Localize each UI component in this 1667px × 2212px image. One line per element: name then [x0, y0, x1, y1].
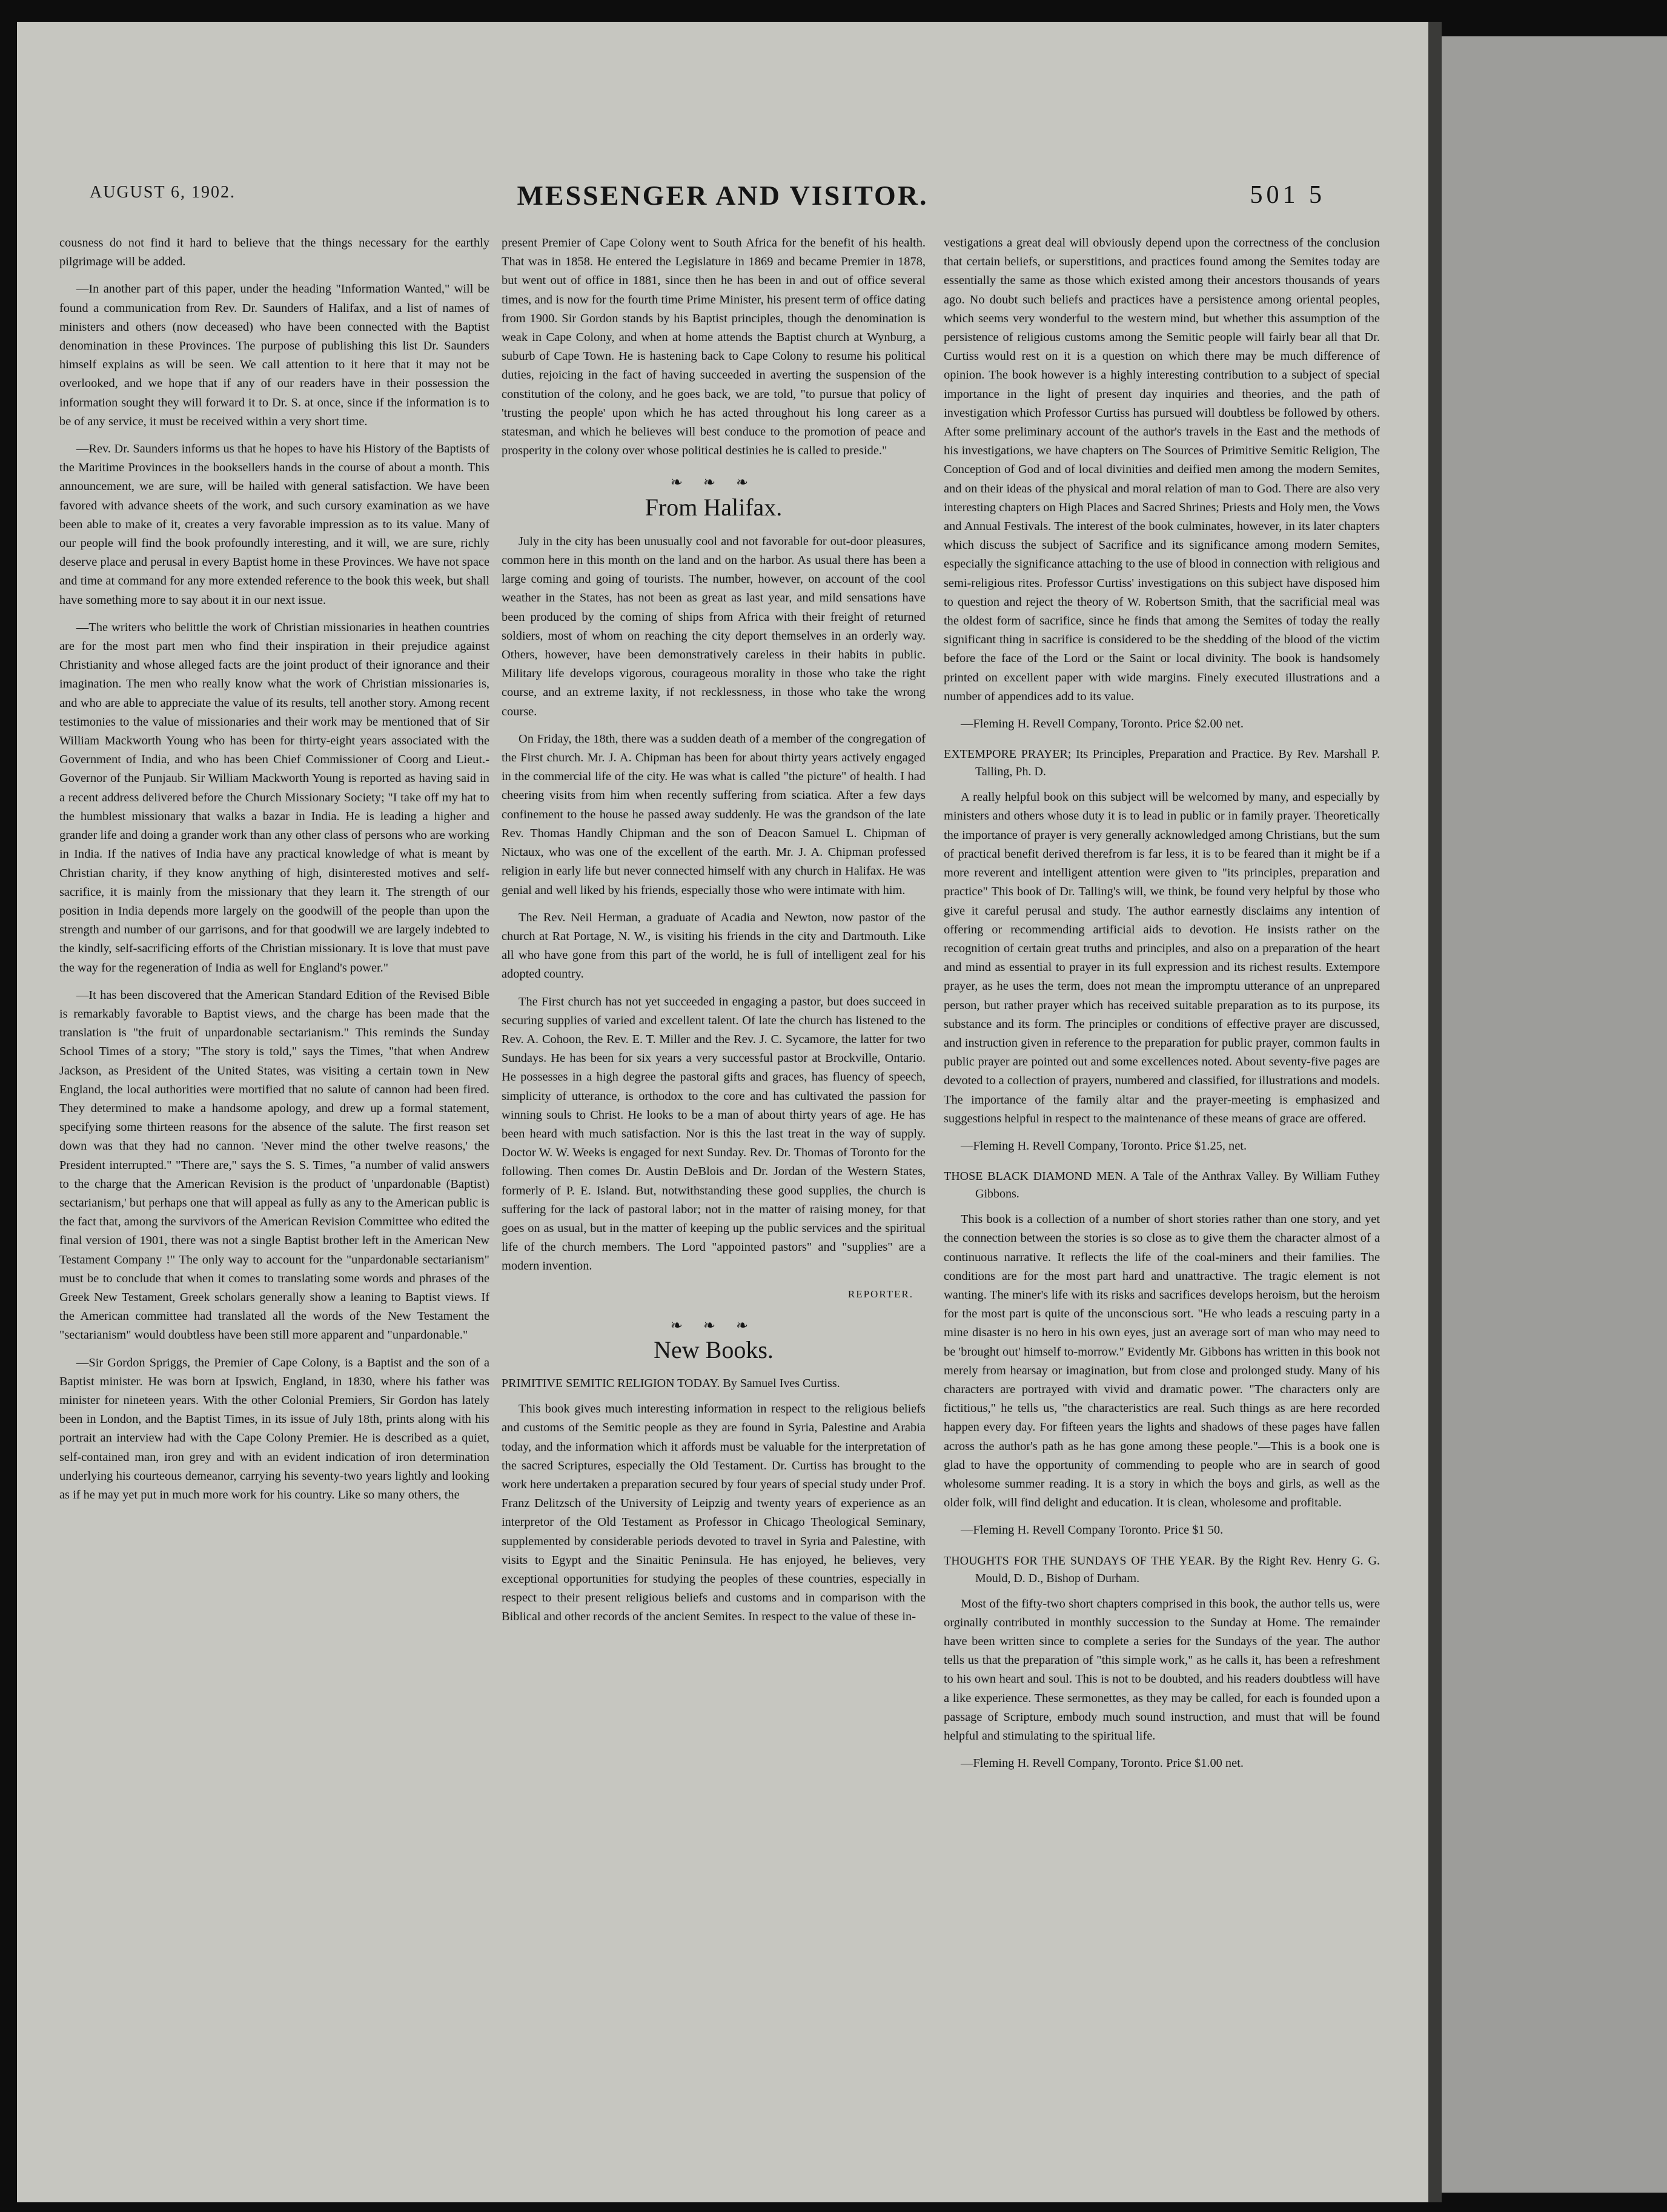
paragraph: cousness do not find it hard to believe that the things necessary for the earthly pilgrimage will be added. — [59, 236, 489, 269]
byline-reporter: REPORTER. — [847, 1288, 913, 1300]
page-gutter — [1428, 22, 1442, 2202]
paragraph: The Rev. Neil Herman, a graduate of Acadia and Newton, now pastor of the church at Rat Portage, N. W., is visiting his friends in the city and Dartmouth. Like all who have gone from this part of the world, he is full of intelligent zeal for his adopted country. — [502, 910, 926, 981]
book-review-title: THOUGHTS FOR THE SUNDAYS OF THE YEAR. By the Right Rev. Henry G. G. Mould, D. D., Bishop of Durham. — [944, 1554, 1380, 1585]
publisher-credit: —Fleming H. Revell Company Toronto. Price $1 50. — [961, 1523, 1224, 1537]
newspaper-page — [17, 22, 1428, 2202]
adjacent-page-edge — [1442, 36, 1667, 2193]
paragraph: This book is a collection of a number of short stories rather than one story, and yet the connection between the stories is so close as to give them the character almost of a continuous narrative. It reflects the life of the coal-miners and their families. The conditions are for the most part hard and unattractive. The tragic element is not wanting. The miner's life with its risks and sacrifices develops heroism, but the heroism for the most part is quite of the unconscious sort. "He who leads a rescuing party in a mine disaster is no hero in his own eyes, just an average sort of man who may need to be 'brought out' himself to-morrow." Evidently Mr. Gibbons has written in this book not merely from hearsay or imagination, but from close and prolonged study. Many of his characters are portrayed with vivid and dramatic power. "The characters only are fictitious," he tells us, "the characteristics are real. Such things as are here recorded happen every day. For fifteen years the lights and shadows of these pages have fallen across the author's path as he has gone among these people."—This is a book one is glad to have the opportunity of commending to people who are in search of good wholesome summer reading. It is a story in which the boys and girls, as well as the older folk, will find delight and education. It is clean, wholesome and profitable. — [944, 1213, 1380, 1510]
paragraph: Most of the fifty-two short chapters comprised in this book, the author tells us, were orginally contributed in monthly succession to the Sunday at Home. The remainder have been written since to complete a series for the Sundays of the year. The author tells us that the preparation of "this simple work," as he calls it, has been a refreshment to his own heart and soul. This is not to be doubted, and his readers doubtless will have a like experience. These sermonettes, as they may be called, for each is founded upon a passage of Scripture, embody much sound instruction, and must that will be found helpful and stimulating to the spiritual life. — [944, 1597, 1380, 1743]
publisher-credit: —Fleming H. Revell Company, Toronto. Price $2.00 net. — [961, 717, 1244, 731]
paragraph: The First church has not yet succeeded in engaging a pastor, but does succeed in securing supplies of varied and excellent talent. Of late the church has listened to the Rev. A. Cohoon, the Rev. E. T. Miller and the Rev. J. C. Sycamore, the latter for two Sundays. He has been for six years a very successful pastor at Brockville, Ontario. He possesses in a high degree the pastoral gifts and graces, has fluency of speech, simplicity of utterance, is orthodox to the core and has cultivated the passion for winning souls to Christ. He looks to be a man of about thirty years of age. He has been heard with much satisfaction. Nor is this the last treat in the way of supply. Doctor W. W. Weeks is engaged for next Sunday. Rev. Dr. Thomas of Toronto for the following. Then comes Dr. Austin DeBlois and Dr. Jordan of the Western States, formerly of P. E. Island. But, notwithstanding these good supplies, the church is suffering for the lack of pastoral labor; not in the matter of raising money, for that goes on as usual, but in the matter of keeping up the public services and the spiritual life of the church members. The Lord "appointed pastors" and "supplies" are a modern invention. — [502, 995, 926, 1273]
paragraph: On Friday, the 18th, there was a sudden death of a member of the congregation of the First church. Mr. J. A. Chipman has been for about thirty years actively engaged in the commercial life of the city. He was what is called "the picture" of health. I had cheering visits from him when recently suffering from sciatica. After a few days confinement to the house he passed away suddenly. He was the grandson of the late Rev. Thomas Handly Chipman and the son of Deacon Samuel L. Chipman of Nictaux, who was one of the excellent of the earth. Mr. J. A. Chipman professed religion in early life but never connected himself with any church in Halifax. He was genial and well liked by his friends, especially those who were intimate with him. — [502, 732, 926, 897]
paragraph: —It has been discovered that the American Standard Edition of the Revised Bible is remarkably favorable to Baptist views, and the charge has been made that the translation is "the fruit of unpardonable sectarianism." This reminds the Sunday School Times of a story; "The story is told," says the Times, "that when Andrew Jackson, as President of the United States, was visiting a certain town in New England, the local authorities were mortified that no salute of cannon had been fired. They determined to make a handsome apology, and drew up a formal statement, specifying some thirteen reasons for the absence of the salute. The first reason set down was that they had no cannon. 'Never mind the other twelve reasons,' the President interrupted." "There are," says the S. S. Times, "a number of valid answers to the charge that the American Revision is the product of 'unpardonable (Baptist) sectarianism,' but perhaps one that will appeal as fully as any to the American public is the fact that, among the survivors of the American Revision Committee who edited the final version of 1901, there was not a single Baptist brother left in the American New Testament Company !" The only way to account for the "unpardonable sectarianism" must be to conclude that when it comes to translating some words and phrases of the Greek New Testament, Greek scholars generally show a leaning to Baptist views. If the American committee had translated all the words of the New Testament the "sectarianism" would doubtless have been still more apparent and "unpardonable." — [59, 988, 489, 1342]
paragraph: —In another part of this paper, under the heading "Information Wanted," will be found a communication from Rev. Dr. Saunders of Halifax, and a list of names of ministers and others (now deceased) who have been connected with the Baptist denomination in these Provinces. The purpose of publishing this list Dr. Saunders himself explains as will be seen. We call attention to it here that it may not be overlooked, and we hope that if any of our readers have in their possession the information sought they will forward it to Dr. S. at once, since if the information is to be of any service, it must be received within a very short time. — [59, 282, 489, 428]
page-header — [17, 179, 1428, 228]
publisher-credit: —Fleming H. Revell Company, Toronto. Price $1.00 net. — [961, 1757, 1244, 1770]
paragraph: A really helpful book on this subject will be welcomed by many, and especially by ministers and others whose duty it is to lead in public or in family prayer. Theoretically the importance of prayer is very generally acknowledged among Christians, but the sum of practical benefit derived therefrom is far less, it is to be feared than it might be if a more reverent and intelligent attention were given to "its principles, preparation and practice" This book of Dr. Talling's will, we think, be found very helpful by those who give it careful perusal and study. The author earnestly disclaims any intention of offering or recommending artificial aids to devotion. He insists rather on the recognition of certain great truths and principles, and also on a preparation of the heart and mind as essential to prayer in its full expression and its richest results. Extempore prayer, as he uses the term, does not mean the impromptu utterance of an unprepared person, but rather prayer which has received suitable preparation as to its purpose, its substance and its form. The principles or conditions of effective prayer are discussed, and instruction given in reference to the preparation for public prayer, common faults in public prayer are pointed out and some excellences noted. About seventy-five pages are devoted to a collection of prayers, numbered and classified, for illustrations and models. The importance of the family altar and the prayer-meeting is emphasized and suggestions helpful in respect to the maintenance of these means of grace are offered. — [944, 790, 1380, 1125]
column-middle — [502, 234, 926, 2190]
paragraph: vestigations a great deal will obviously depend upon the correctness of the conclusion that certain beliefs, or superstitions, and practices found among the Semites today are essentially the same as those which existed among their ancestors thousands of years ago. No doubt such beliefs and practices have a persistence among oriental peoples, which seems very wonderful to the western mind, but whether this assumption of the persistence of religious customs among the Semitic people will fairly bear all that Dr. Curtiss would rest on it is a question on which there may be much difference of opinion. The book however is a highly interesting contribution to a subject of special importance in the light of present day inquiries and theories, and the path of investigation which Professor Curtiss has pursued will doubtless be followed by others. After some preliminary account of the author's travels in the East and the methods of his investigations, we have chapters on The Sources of Primitive Semitic Religion, The Conception of God and of local divinities and deified men among the modern Semites, and on their ideas of the physical and moral relation of man to God. There are also very interesting chapters on High Places and Sacred Shrines; Priests and Holy men, the Vows and Annual Festivals. The interest of the book culminates, however, in its later chapters which discuss the subject of Sacrifice and its significance among modern Semites, especially the significance attaching to the use of blood in connection with religious and semi-religious rites. Professor Curtiss' investigations on this subject have disposed him to question and reject the theory of W. Robertson Smith, that the sacrificial meal was the oldest form of sacrifice, since he finds that among the Semites of today the really significant thing in sacrifice is considered to be the shedding of the blood of the victim before the face of the Lord or the Saint or local divinity. The book is handsomely printed on excellent paper with wide margins. Finely executed illustrations and a number of appendices add to its value. — [944, 236, 1380, 703]
section-dingbat: ❧ ❧ ❧ — [670, 475, 757, 491]
book-review-title: THOSE BLACK DIAMOND MEN. A Tale of the Anthrax Valley. By William Futhey Gibbons. — [944, 1170, 1380, 1201]
paragraph: July in the city has been unusually cool and not favorable for out-door pleasures, common here in this month on the land and on the harbor. As usual there has been a large coming and going of tourists. The number, however, on account of the cool weather in the States, has not been as great as last year, and mild sensations have been produced by the coming of ships from Africa with their freight of returned soldiers, most of whom on reaching the city deport themselves in an orderly way. Others, however, have been demonstratively careless in their habits in public. Military life develops vigorous, courageous morality in those who take the right course, and an extreme laxity, if not recklessness, in those who take the wrong course. — [502, 534, 926, 718]
publisher-credit: —Fleming H. Revell Company, Toronto. Price $1.25, net. — [961, 1139, 1247, 1153]
paragraph: —Rev. Dr. Saunders informs us that he hopes to have his History of the Baptists of the Maritime Provinces in the booksellers hands in the course of about a month. This announcement, we are sure, will be hailed with general satisfaction. We have been favored with advance sheets of the work, and such cursory examination as we have been able to make of it, creates a very favorable impression as to its value. Many of our people will find the book profoundly interesting, and it will, we are sure, richly deserve place and perusal in every Baptist home in these Provinces. We have not space and time at command for any more extended reference to the book this week, but shall have something more to say about it in our next issue. — [59, 442, 489, 607]
column-left — [59, 234, 489, 2190]
masthead-title: MESSENGER AND VISITOR. — [517, 180, 929, 211]
issue-date: AUGUST 6, 1902. — [90, 183, 236, 202]
paragraph: This book gives much interesting information in respect to the religious beliefs and customs of the Semitic people as they are found in Syria, Palestine and Arabia today, and the information which it affords must be valuable for the interpretation of the sacred Scriptures, especially the Old Testament. Dr. Curtiss has brought to the work here undertaken a preparation secured by four years of special study under Prof. Franz Delitzsch of the University of Leipzig and twenty years of experience as an interpretor of the Old Testament as Professor in Chicago Theological Seminary, supplemented by considerable periods devoted to travel in Syria and Palestine, with visits to Egypt and the Sinaitic Peninsula. He has enjoyed, he believes, very exceptional opportunities for studying the peoples of these countries, especially in respect to their present religious beliefs and customs and in comparison with the Biblical and other records of the ancient Semites. In respect to the value of these in- — [502, 1402, 926, 1624]
section-heading-halifax: From Halifax. — [645, 493, 783, 521]
book-review-title: PRIMITIVE SEMITIC RELIGION TODAY. By Samuel Ives Curtiss. — [502, 1377, 840, 1391]
paragraph: present Premier of Cape Colony went to South Africa for the benefit of his health. That was in 1858. He entered the Legislature in 1869 and became Premier in 1878, but went out of office in 1881, since then he has been in and out of office several times, and is now for the fourth time Prime Minister, his present term of office dating from 1900. Sir Gordon stands by his Baptist principles, though the denomination is weak in Cape Colony, and when at home attends the Baptist church at Wynburg, a suburb of Cape Town. He is hastening back to Cape Colony to resume his political duties, rejoicing in the fact of having succeeded in averting the suspension of the constitution of the colony, and he goes back, we are told, "to pursue that policy of 'trusting the people' upon which he has acted throughout his long career as a statesman, and which he believes will best conduce to the promotion of peace and prosperity in the colony over whose political destinies he is called to preside." — [502, 236, 926, 458]
paragraph: —Sir Gordon Spriggs, the Premier of Cape Colony, is a Baptist and the son of a Baptist minister. He was born at Ipswich, England, in 1830, where his father was minister for nineteen years. With the other Colonial Premiers, Sir Gordon has lately been in London, and the Baptist Times, in its issue of July 18th, prints along with his portrait an interview had with the Cape Colony Premier. He is described as a quiet, self-contained man, iron grey and with an evident indication of iron determination underlying his courteous demeanor, carrying his seventy-two years lightly and looking as if he may yet put in much more work for his country. Like so many others, the — [59, 1356, 489, 1502]
book-review-title: EXTEMPORE PRAYER; Its Principles, Preparation and Practice. By Rev. Marshall P. Talling, Ph. D. — [944, 747, 1380, 779]
paragraph: —The writers who belittle the work of Christian missionaries in heathen countries are for the most part men who find their inspiration in their prejudice against Christianity and whose alleged facts are the joint product of their ignorance and their imagination. The men who really know what the work of Christian missionaries is, and who are able to appreciate the value of its results, tell another story. Among recent testimonies to the value of missionaries and their work may be mentioned that of Sir William Mackworth Young who has been for thirty-eight years associated with the Government of India, and who has been Chief Commissioner of Coorg and Lieut.-Governor of the Punjaub. Sir William Mackworth Young is reported as having said in a recent address delivered before the Church Missionary Society; "I take off my hat to the humblest missionary that walks a bazar in India. He is leading a higher and grander life and doing a grander work than any other class of persons who are working in India. If the natives of India have any practical knowledge of what is meant by Christian charity, if they know anything of high, disinterested motives and self-sacrifice, it is mainly from the missionary that they learn it. The strength of our position in India depends more largely on the goodwill of the people than upon the strength and number of our garrisons, and for that goodwill we are largely indebted to the kindly, self-sacrificing efforts of the Christian missionary. It is love that must pave the way for the regeneration of India as well for England's power." — [59, 620, 489, 975]
page-number: 501 5 — [1250, 181, 1325, 209]
section-heading-new-books: New Books. — [654, 1336, 774, 1363]
column-right — [944, 234, 1380, 2190]
section-dingbat: ❧ ❧ ❧ — [670, 1317, 757, 1334]
